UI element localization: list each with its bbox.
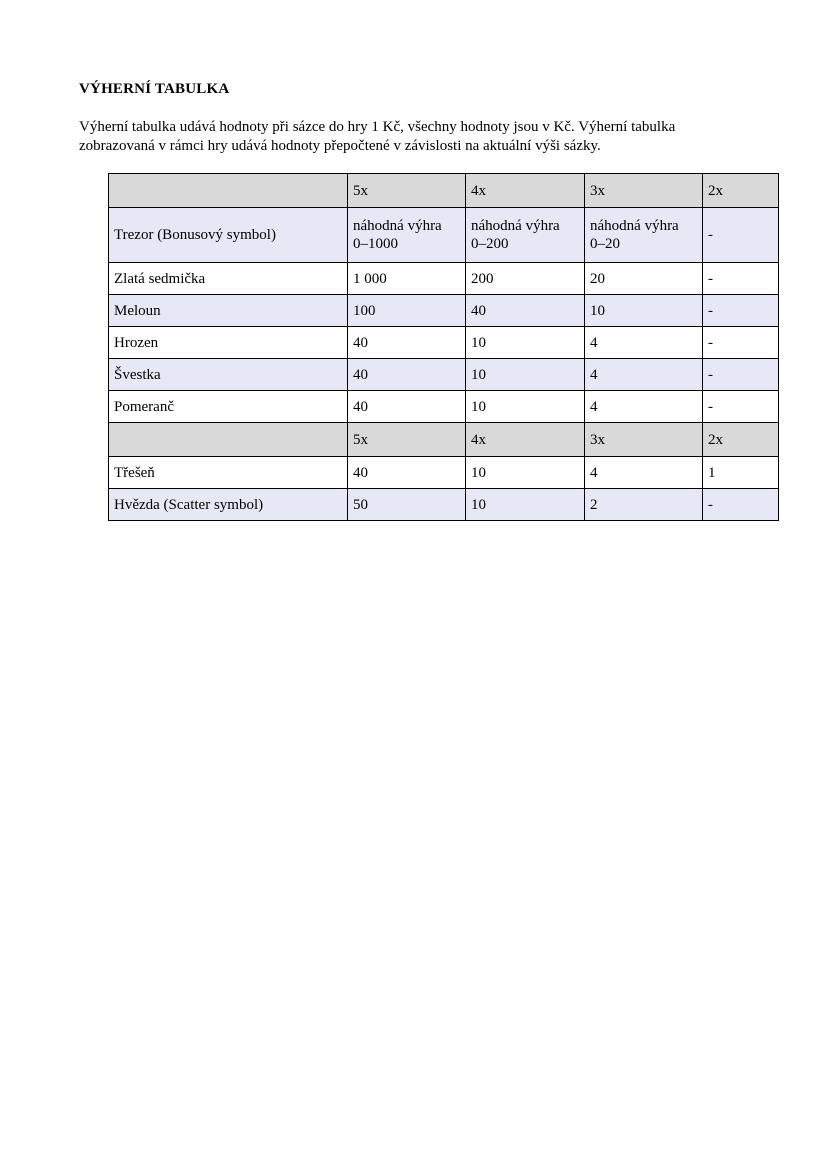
- payout-cell-3x: 20: [585, 263, 703, 295]
- table-row: [109, 457, 779, 489]
- payout-cell-4x: 40: [466, 295, 585, 327]
- intro-line: zobrazovaná v rámci hry udává hodnoty přepočtené v závislosti na aktuální výši sázky.: [79, 138, 601, 154]
- payout-cell-3x: 4: [585, 359, 703, 391]
- payout-cell-3x: 4: [585, 327, 703, 359]
- table-row: [109, 489, 779, 521]
- payout-cell-3x: 4: [585, 457, 703, 489]
- payout-line: 0–1000: [353, 236, 398, 252]
- payout-line: 0–200: [471, 236, 509, 252]
- symbol-name-cell: Hrozen: [109, 327, 348, 359]
- table-row: [109, 391, 779, 423]
- payout-cell-5x: [348, 208, 466, 263]
- header-cell-3x: 3x: [585, 174, 703, 208]
- payout-cell-5x: 1 000: [348, 263, 466, 295]
- payout-cell-2x: -: [703, 295, 779, 327]
- symbol-name-cell: Švestka: [109, 359, 348, 391]
- payout-cell-3x: 4: [585, 391, 703, 423]
- header-cell-symbol: [109, 174, 348, 208]
- payout-cell-4x: 10: [466, 391, 585, 423]
- header-cell-2x: 2x: [703, 174, 779, 208]
- payout-cell-5x: 40: [348, 457, 466, 489]
- table-row: [109, 208, 779, 263]
- payout-cell-5x: 100: [348, 295, 466, 327]
- payout-cell-2x: -: [703, 208, 779, 263]
- payout-cell-4x: 10: [466, 489, 585, 521]
- payout-cell-4x: 10: [466, 457, 585, 489]
- payout-line: náhodná výhra: [590, 218, 679, 234]
- payout-cell-2x: -: [703, 391, 779, 423]
- table-header-row: [109, 423, 779, 457]
- payout-cell-5x: 40: [348, 359, 466, 391]
- symbol-name-cell: Hvězda (Scatter symbol): [109, 489, 348, 521]
- payout-cell-5x: 50: [348, 489, 466, 521]
- payout-line: náhodná výhra: [353, 218, 442, 234]
- payout-line: náhodná výhra: [471, 218, 560, 234]
- paytable: [108, 173, 779, 521]
- payout-cell-5x: 40: [348, 327, 466, 359]
- payout-cell-3x: 10: [585, 295, 703, 327]
- header-cell-5x: 5x: [348, 174, 466, 208]
- header-cell-4x: 4x: [466, 174, 585, 208]
- header-cell-symbol: [109, 423, 348, 457]
- payout-line: 0–20: [590, 236, 620, 252]
- symbol-name-cell: Pomeranč: [109, 391, 348, 423]
- table-header-row: [109, 174, 779, 208]
- payout-cell-4x: 200: [466, 263, 585, 295]
- payout-cell-3x: 2: [585, 489, 703, 521]
- header-cell-5x: 5x: [348, 423, 466, 457]
- symbol-name-cell: Meloun: [109, 295, 348, 327]
- intro-paragraph: [79, 118, 759, 156]
- table-row: [109, 327, 779, 359]
- symbol-name-cell: Třešeň: [109, 457, 348, 489]
- payout-cell-4x: [466, 208, 585, 263]
- payout-cell-2x: -: [703, 327, 779, 359]
- table-row: [109, 359, 779, 391]
- document-title: VÝHERNÍ TABULKA: [79, 81, 230, 97]
- payout-cell-2x: -: [703, 489, 779, 521]
- payout-cell-2x: -: [703, 263, 779, 295]
- header-cell-2x: 2x: [703, 423, 779, 457]
- payout-cell-2x: 1: [703, 457, 779, 489]
- header-cell-4x: 4x: [466, 423, 585, 457]
- payout-cell-4x: 10: [466, 359, 585, 391]
- payout-cell-4x: 10: [466, 327, 585, 359]
- symbol-name-cell: Zlatá sedmička: [109, 263, 348, 295]
- payout-cell-5x: 40: [348, 391, 466, 423]
- table-row: [109, 263, 779, 295]
- table-row: [109, 295, 779, 327]
- intro-line: Výherní tabulka udává hodnoty při sázce do hry 1 Kč, všechny hodnoty jsou v Kč. Výherní tabulka: [79, 119, 676, 135]
- payout-cell-3x: [585, 208, 703, 263]
- payout-cell-2x: -: [703, 359, 779, 391]
- symbol-name-cell: Trezor (Bonusový symbol): [109, 208, 348, 263]
- header-cell-3x: 3x: [585, 423, 703, 457]
